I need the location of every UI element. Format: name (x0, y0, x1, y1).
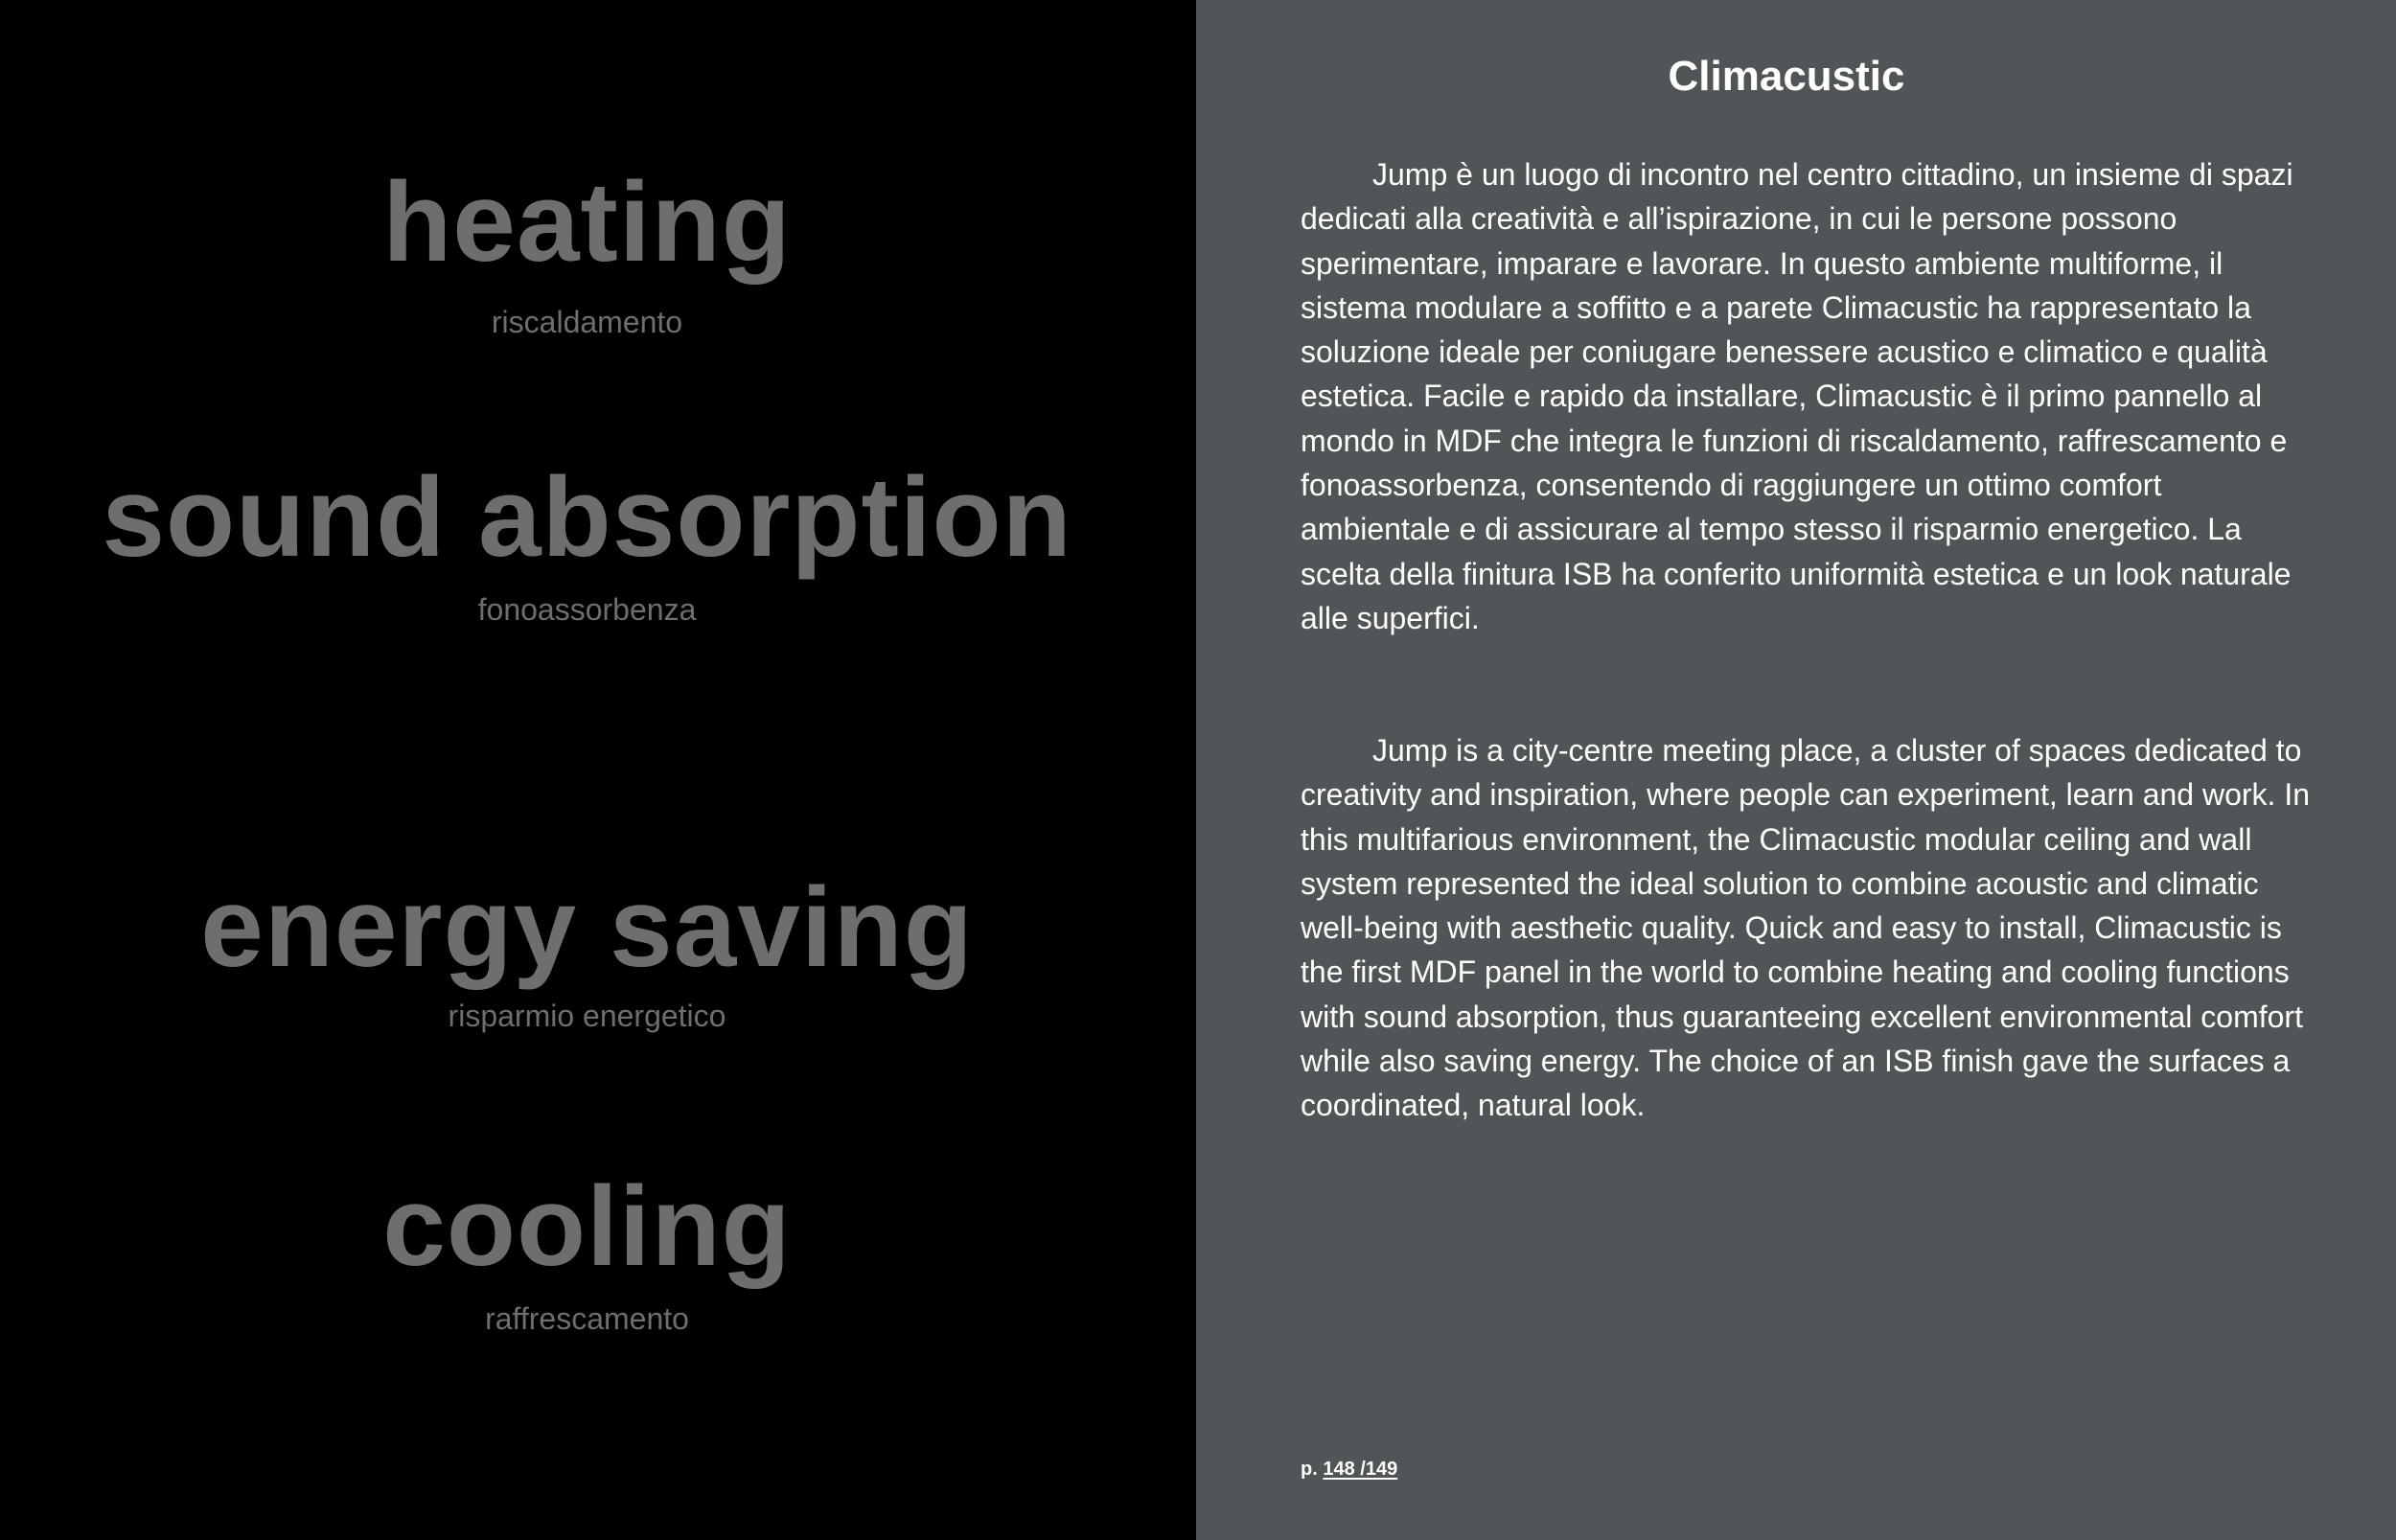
left-page (0, 0, 1196, 1540)
page-title: Climacustic (1668, 53, 1905, 100)
paragraph-italian: Jump è un luogo di incontro nel centro cittadino, un insieme di spazi dedicati alla creatività e all’ispirazione, in cui le persone possono sperimentare, imparare e lavorare. In questo ambiente multiforme, il sistema modulare a soffitto e a parete Climacustic ha rappresentato la soluzione ideale per coniugare benessere acustico e climatico e qualità estetica. Facile e rapido da installare, Climacustic è il primo pannello al mondo in MDF che integra le funzioni di riscaldamento, raffrescamento e fonoassorbenza, consentendo di raggiungere un ottimo comfort ambientale e di assicurare al tempo stesso il risparmio energetico. La scelta della finitura ISB ha conferito uniformità estetica e un look naturale alle superfici. (1301, 157, 2293, 635)
term-cooling-title: cooling (382, 1163, 792, 1290)
page-number-value: 148 /149 (1323, 1459, 1398, 1480)
right-page (1196, 0, 2396, 1540)
term-heating-title: heating (382, 159, 792, 286)
term-sound-absorption-translation: fonoassorbenza (477, 592, 697, 627)
term-cooling-translation: raffrescamento (485, 1301, 689, 1336)
term-energy-saving (0, 864, 1174, 1035)
paragraph-english: Jump is a city-centre meeting place, a cluster of spaces dedicated to creativity and inspiration, where people can experiment, learn and work. In this multifarious environment, the Climacustic modular ceiling and wall system represented the ideal solution to combine acoustic and climatic well-being with aesthetic quality. Quick and easy to install, Climacustic is the first MDF panel in the world to combine heating and cooling functions with sound absorption, thus guaranteeing excellent environmental comfort while also saving energy. The choice of an ISB finish gave the surfaces a coordinated, natural look. (1301, 733, 2311, 1123)
term-sound-absorption-title: sound absorption (102, 454, 1072, 581)
term-energy-saving-title: energy saving (200, 864, 974, 991)
term-heating (0, 159, 1174, 341)
page-number-prefix: p. (1301, 1459, 1318, 1480)
term-sound-absorption (0, 454, 1174, 629)
page-number (1301, 1457, 1397, 1482)
term-energy-saving-translation: risparmio energetico (448, 999, 726, 1033)
term-heating-translation: riscaldamento (491, 305, 683, 339)
term-cooling (0, 1163, 1174, 1338)
